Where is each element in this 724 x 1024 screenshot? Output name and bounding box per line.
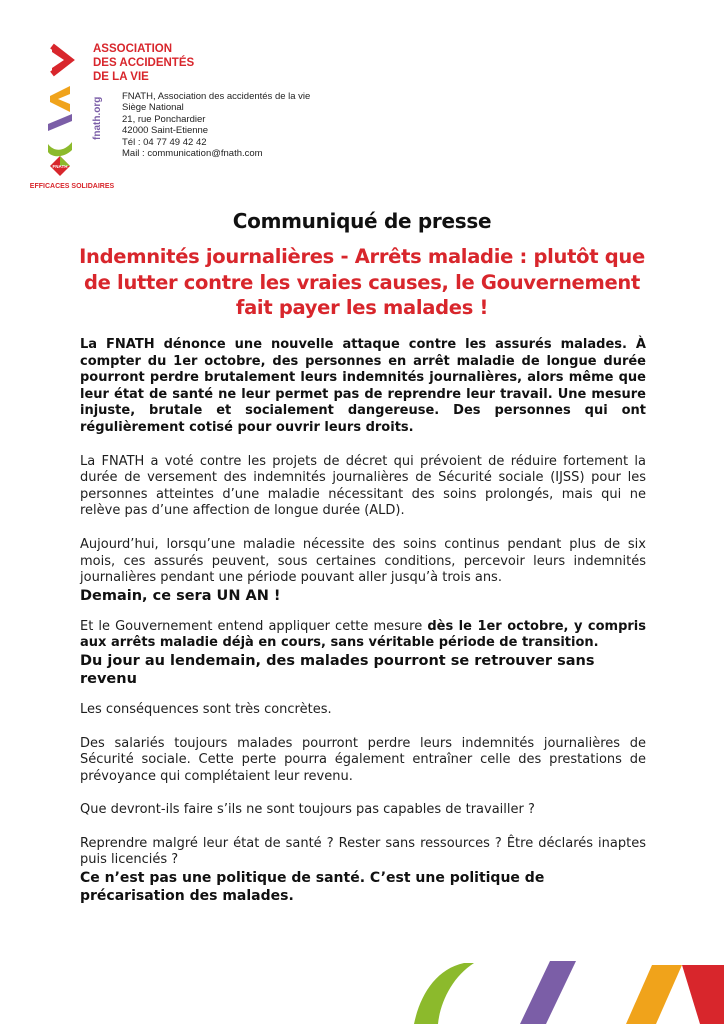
heading-without-income: Du jour au lendemain, des malades pourront se retrouver sans revenu — [80, 652, 595, 687]
address-line-phone: Tél : 04 77 49 42 42 — [122, 136, 207, 148]
address-block — [122, 91, 310, 159]
headline: Indemnités journalières - Arrêts maladie : plutôt que de lutter contre les vraies causes, le Gouvernement fait payer les malades ! — [79, 245, 645, 319]
address-line-org: FNATH, Association des accidentés de la vie — [122, 91, 311, 102]
paragraph-question: Que devront-ils faire s’ils ne sont toujours pas capables de travailler ? — [80, 802, 535, 818]
orange-stripe — [626, 965, 682, 1024]
logo-tagline: EFFICACES SOLIDAIRES — [29, 183, 115, 190]
paragraph-current-rule: Aujourd’hui, lorsqu’une maladie nécessite des soins continus pendant plus de six mois, ces assurés peuvent, sous certaines conditions, percevoir leurs indemnités journalières pendant une période pouvant aller jusqu’à trois ans. — [80, 536, 646, 586]
green-stripe — [414, 963, 474, 1024]
heading-tomorrow: Demain, ce sera UN AN ! — [80, 587, 281, 604]
measure-bold-text: dès le 1er octobre, y compris aux arrêts maladie déjà en cours, sans véritable période de transition. — [80, 618, 647, 651]
address-line-mail: Mail : communication@fnath.com — [122, 148, 263, 160]
body-text — [80, 337, 646, 905]
logo-badge-text: FNATH — [52, 164, 68, 169]
paragraph-measure — [80, 619, 646, 652]
address-line-street: 21, rue Ponchardier — [122, 113, 206, 125]
paragraph-intro — [80, 337, 646, 437]
intro-bold-text: La FNATH dénonce une nouvelle attaque contre les assurés malades. À compter du 1er octobre, des personnes en arrêt maladie de longue durée pourront perdre brutalement leurs indemnités journalières, alors même que leur état de santé ne leur permet pas de reprendre leur travail. Une mesure injuste, brutale et socialement dangereuse. Des personnes qui ont régulièrement cotisé pour ouvrir leurs droits. — [80, 337, 646, 435]
paragraph-options: Reprendre malgré leur état de santé ? Rester sans ressources ? Être déclarés inaptes puis licenciés ? — [80, 835, 646, 868]
paragraph-employees: Des salariés toujours malades pourront perdre leurs indemnités journalières de Sécurité sociale. Cette perte pourra également entraîner celle des prestations de prévoyance qui complétaient leur revenu. — [80, 735, 646, 784]
closing-statement: Ce n’est pas une politique de santé. C’est une politique de précarisation des malades. — [80, 870, 545, 905]
association-line: DE LA VIE — [93, 71, 149, 83]
measure-normal-text: Et le Gouvernement entend appliquer cette mesure — [80, 618, 428, 634]
press-release-title: Communiqué de presse — [232, 209, 492, 233]
purple-stripe — [520, 961, 576, 1024]
address-line-city: 42000 Saint-Etienne — [122, 125, 209, 137]
association-line: ASSOCIATION — [93, 43, 173, 55]
logo-url-text: fnath.org — [92, 96, 103, 140]
red-stripe — [682, 965, 724, 1024]
association-line: DES ACCIDENTÉS — [93, 57, 195, 69]
association-name — [93, 42, 194, 84]
paragraph-vote: La FNATH a voté contre les projets de décret qui prévoient de réduire fortement la durée de versement des indemnités journalières de Sécurité sociale (IJSS) pour les personnes atteintes d’une maladie nécessitant des soins prolongés, mais qui ne relève pas d’une affection de longue durée (ALD). — [80, 453, 646, 519]
paragraph-consequences: Les conséquences sont très concrètes. — [80, 701, 332, 717]
address-line-seat: Siège National — [122, 102, 184, 114]
footer-brand-stripes — [400, 955, 724, 1024]
